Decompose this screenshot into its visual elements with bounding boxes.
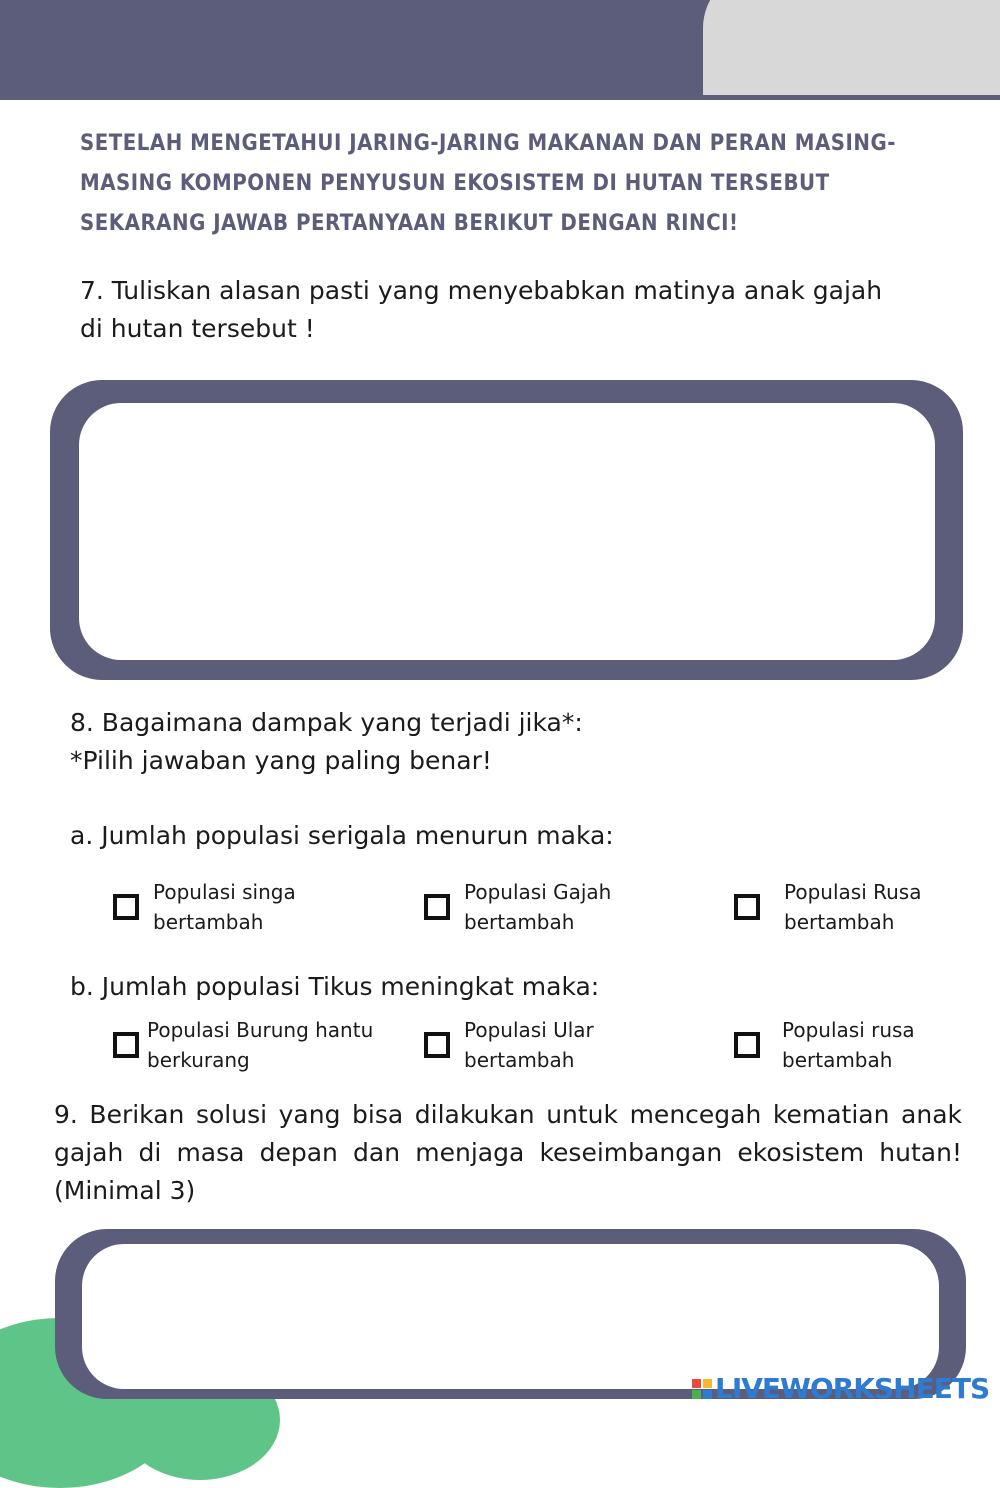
option-label — [464, 1015, 594, 1075]
checkbox[interactable] — [734, 894, 760, 920]
option-8a-3[interactable] — [734, 877, 921, 937]
question-7-line: di hutan tersebut ! — [80, 314, 315, 343]
question-9: 9. Berikan solusi yang bisa dilakukan untuk mencegah kematian anak gajah di masa depan dan menjaga keseimbangan ekosistem hutan! (Minimal 3) — [54, 1100, 962, 1205]
question-7-line: 7. Tuliskan alasan pasti yang menyebabkan matinya anak gajah — [80, 276, 883, 305]
instruction-line: MASING KOMPONEN PENYUSUN EKOSISTEM DI HUTAN TERSEBUT — [80, 171, 830, 196]
answer-input-7[interactable] — [79, 403, 935, 660]
logo-icon — [692, 1379, 712, 1399]
option-line: Populasi Burung hantu — [147, 1018, 374, 1042]
option-label — [784, 877, 921, 937]
option-line: Populasi singa — [153, 880, 296, 904]
question-8-title: 8. Bagaimana dampak yang terjadi jika*: — [70, 708, 583, 737]
checkbox[interactable] — [424, 1032, 450, 1058]
option-8b-1[interactable] — [113, 1015, 373, 1075]
answer-box-7 — [50, 380, 963, 680]
instructions — [80, 124, 920, 244]
option-line: Populasi rusa — [782, 1018, 915, 1042]
option-line: bertambah — [464, 1048, 575, 1072]
option-line: bertambah — [464, 910, 575, 934]
question-7 — [80, 272, 960, 348]
option-8b-2[interactable] — [424, 1015, 594, 1075]
question-8-note: *Pilih jawaban yang paling benar! — [70, 746, 492, 775]
option-line: Populasi Rusa — [784, 880, 922, 904]
option-line: bertambah — [153, 910, 264, 934]
checkbox[interactable] — [734, 1032, 760, 1058]
option-line: Populasi Gajah — [464, 880, 612, 904]
logo-text: LIVEWORKSHEETS — [715, 1372, 990, 1405]
checkbox[interactable] — [113, 894, 139, 920]
answer-input-9[interactable] — [82, 1244, 939, 1389]
question-8a: a. Jumlah populasi serigala menurun maka: — [70, 821, 614, 850]
option-label — [782, 1015, 915, 1075]
option-8a-2[interactable] — [424, 877, 611, 937]
option-label — [147, 1015, 373, 1075]
option-8b-3[interactable] — [734, 1015, 915, 1075]
option-label — [464, 877, 611, 937]
checkbox[interactable] — [113, 1032, 139, 1058]
option-8a-1[interactable] — [113, 877, 296, 937]
option-line: berkurang — [147, 1048, 250, 1072]
option-label — [153, 877, 296, 937]
instruction-line: SETELAH MENGETAHUI JARING-JARING MAKANAN DAN PERAN MASING- — [80, 131, 896, 156]
option-line: Populasi Ular — [464, 1018, 594, 1042]
option-line: bertambah — [784, 910, 895, 934]
question-8b: b. Jumlah populasi Tikus meningkat maka: — [70, 972, 600, 1001]
top-corner-shape — [703, 0, 1000, 95]
option-line: bertambah — [782, 1048, 893, 1072]
instruction-line: SEKARANG JAWAB PERTANYAAN BERIKUT DENGAN RINCI! — [80, 211, 739, 236]
liveworksheets-logo — [692, 1374, 989, 1404]
checkbox[interactable] — [424, 894, 450, 920]
